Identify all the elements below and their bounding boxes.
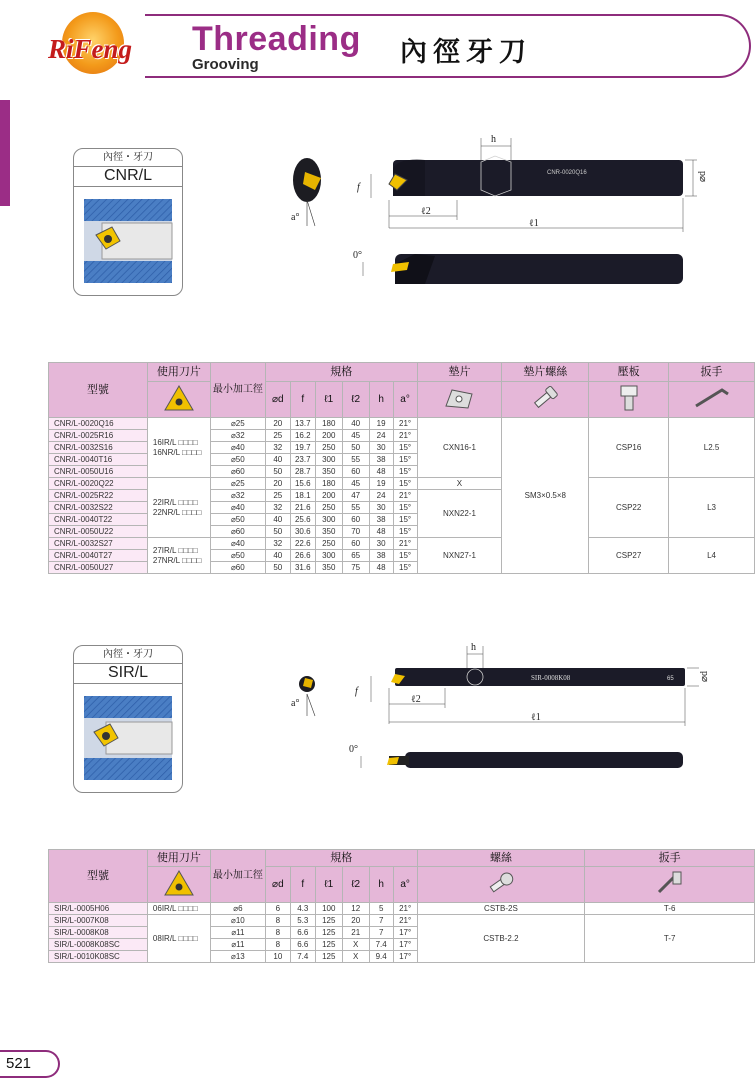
clamp-cell: CSP27 xyxy=(589,538,669,574)
l2-label: ℓ2 xyxy=(421,206,431,217)
min-diameter-cell: ⌀11 xyxy=(210,927,265,939)
torx-key-icon xyxy=(655,870,685,896)
table-row xyxy=(49,478,755,490)
model-cell: CNR/L-0050U16 xyxy=(49,466,148,478)
min-diameter-cell: ⌀10 xyxy=(210,915,265,927)
screw-icon xyxy=(530,385,560,411)
spec-l1-cell: 350 xyxy=(315,562,342,574)
insert-image xyxy=(147,382,210,418)
spec-h-cell: 48 xyxy=(369,562,393,574)
page-subtitle: Grooving xyxy=(192,56,259,73)
model-cell: CNR/L-0025R22 xyxy=(49,490,148,502)
insert-cell: 06IR/L □□□□ xyxy=(147,903,210,915)
spec-a-cell: 15° xyxy=(393,550,417,562)
subheader-f: f xyxy=(290,867,315,903)
spec-a-cell: 21° xyxy=(393,490,417,502)
insert-line: 16IR/L □□□□ xyxy=(152,437,198,447)
min-diameter-cell: ⌀50 xyxy=(210,550,265,562)
spec-l1-cell: 300 xyxy=(315,454,342,466)
spec-l1-cell: 300 xyxy=(315,514,342,526)
model-cell: CNR/L-0050U22 xyxy=(49,526,148,538)
spec-l2-cell: 75 xyxy=(342,562,369,574)
spec-l2-cell: 20 xyxy=(342,915,369,927)
spec-l2-cell: 45 xyxy=(342,430,369,442)
clamp-image xyxy=(589,382,669,418)
angle-a-label: a° xyxy=(291,212,300,223)
header-spec: 規格 xyxy=(265,363,417,382)
model-cell: SIR/L-0008K08SC xyxy=(49,939,148,951)
model-cell: SIR/L-0005H06 xyxy=(49,903,148,915)
spec-l2-cell: 70 xyxy=(342,526,369,538)
insert-line: 27IR/L □□□□ xyxy=(152,545,198,555)
spec-a-cell: 15° xyxy=(393,442,417,454)
screw-cell: CSTB-2.2 xyxy=(417,915,585,963)
page-number: 521 xyxy=(6,1055,32,1072)
screw-image xyxy=(417,867,585,903)
spec-a-cell: 17° xyxy=(393,951,417,963)
spec-d-cell: 50 xyxy=(265,562,290,574)
spec-l1-cell: 180 xyxy=(315,478,342,490)
shim-screw-cell: SM3×0.5×8 xyxy=(502,418,589,574)
shim-cell: CXN16-1 xyxy=(417,418,502,478)
spec-a-cell: 15° xyxy=(393,526,417,538)
header-shim: 墊片 xyxy=(417,363,502,382)
spec-f-cell: 21.6 xyxy=(290,502,315,514)
spec-d-cell: 8 xyxy=(265,939,290,951)
cnr-tool-diagram xyxy=(285,128,715,303)
table-row xyxy=(49,915,755,927)
insert-line: 22IR/L □□□□ xyxy=(152,497,198,507)
spec-l1-cell: 100 xyxy=(315,903,342,915)
spec-f-cell: 25.6 xyxy=(290,514,315,526)
f-label: f xyxy=(357,182,360,193)
wrench-cell: T-7 xyxy=(585,915,755,963)
clamp-cell: CSP16 xyxy=(589,418,669,478)
subheader-f: f xyxy=(290,382,315,418)
spec-l1-cell: 125 xyxy=(315,939,342,951)
sir-label-card xyxy=(73,645,183,793)
min-diameter-cell: ⌀50 xyxy=(210,454,265,466)
header-shim-screw: 墊片螺絲 xyxy=(502,363,589,382)
sir-spec-table xyxy=(48,849,755,963)
spec-h-cell: 48 xyxy=(369,526,393,538)
min-diameter-cell: ⌀25 xyxy=(210,418,265,430)
model-cell: CNR/L-0020Q22 xyxy=(49,478,148,490)
spec-h-cell: 7 xyxy=(369,927,393,939)
spec-d-cell: 25 xyxy=(265,430,290,442)
model-cell: CNR/L-0020Q16 xyxy=(49,418,148,430)
spec-h-cell: 30 xyxy=(369,538,393,550)
shim-cell: NXN27-1 xyxy=(417,538,502,574)
spec-d-cell: 50 xyxy=(265,466,290,478)
spec-f-cell: 31.6 xyxy=(290,562,315,574)
model-cell: CNR/L-0040T16 xyxy=(49,454,148,466)
min-diameter-cell: ⌀50 xyxy=(210,514,265,526)
card-code: SIR/L xyxy=(74,663,182,684)
f-label: f xyxy=(355,686,358,697)
min-diameter-cell: ⌀60 xyxy=(210,466,265,478)
spec-l1-cell: 200 xyxy=(315,490,342,502)
spec-h-cell: 30 xyxy=(369,502,393,514)
spec-h-cell: 38 xyxy=(369,454,393,466)
model-cell: CNR/L-0032S22 xyxy=(49,502,148,514)
spec-h-cell: 48 xyxy=(369,466,393,478)
spec-a-cell: 15° xyxy=(393,454,417,466)
model-cell: CNR/L-0032S27 xyxy=(49,538,148,550)
triangle-insert-icon xyxy=(162,868,196,898)
spec-l2-cell: 21 xyxy=(342,927,369,939)
page-title-zh: 內徑牙刀 xyxy=(400,37,532,67)
min-diameter-cell: ⌀40 xyxy=(210,442,265,454)
spec-l1-cell: 200 xyxy=(315,430,342,442)
spec-a-cell: 21° xyxy=(393,903,417,915)
d-label: ⌀d xyxy=(697,170,708,182)
spec-a-cell: 15° xyxy=(393,466,417,478)
spec-f-cell: 16.2 xyxy=(290,430,315,442)
spec-f-cell: 7.4 xyxy=(290,951,315,963)
spec-d-cell: 20 xyxy=(265,418,290,430)
spec-h-cell: 19 xyxy=(369,478,393,490)
shim-image xyxy=(417,382,502,418)
spec-f-cell: 6.6 xyxy=(290,939,315,951)
wrench-image xyxy=(669,382,755,418)
insert-cell xyxy=(147,418,210,478)
spec-l1-cell: 350 xyxy=(315,526,342,538)
card-code: CNR/L xyxy=(74,166,182,187)
spec-d-cell: 6 xyxy=(265,903,290,915)
wrench-image xyxy=(585,867,755,903)
card-title: 內徑・牙刀 xyxy=(74,646,182,664)
spec-f-cell: 4.3 xyxy=(290,903,315,915)
spec-l1-cell: 250 xyxy=(315,442,342,454)
spec-l2-cell: 45 xyxy=(342,478,369,490)
wrench-cell: L2.5 xyxy=(669,418,755,478)
cnr-label-card xyxy=(73,148,183,296)
model-cell: CNR/L-0040T22 xyxy=(49,514,148,526)
spec-l2-cell: 47 xyxy=(342,490,369,502)
triangle-insert-icon xyxy=(162,383,196,413)
hex-key-icon xyxy=(692,386,732,410)
spec-a-cell: 21° xyxy=(393,418,417,430)
spec-d-cell: 50 xyxy=(265,526,290,538)
spec-d-cell: 25 xyxy=(265,490,290,502)
model-cell: CNR/L-0050U27 xyxy=(49,562,148,574)
page-title: Threading xyxy=(192,20,361,58)
spec-f-cell: 30.6 xyxy=(290,526,315,538)
min-diameter-cell: ⌀32 xyxy=(210,490,265,502)
min-diameter-cell: ⌀11 xyxy=(210,939,265,951)
spec-l1-cell: 350 xyxy=(315,466,342,478)
subheader-h: h xyxy=(369,867,393,903)
spec-l2-cell: 60 xyxy=(342,538,369,550)
clamp-icon xyxy=(617,384,641,412)
spec-l1-cell: 125 xyxy=(315,951,342,963)
subheader-l1: ℓ1 xyxy=(315,867,342,903)
header-min-diameter: 最小加工徑 xyxy=(210,850,265,903)
spec-f-cell: 6.6 xyxy=(290,927,315,939)
spec-f-cell: 28.7 xyxy=(290,466,315,478)
header-screw: 螺絲 xyxy=(417,850,585,867)
spec-l1-cell: 180 xyxy=(315,418,342,430)
bar-engraving: CNR-0020Q16 xyxy=(547,170,587,176)
spec-f-cell: 13.7 xyxy=(290,418,315,430)
shim-icon xyxy=(442,386,476,410)
insert-line: 22NR/L □□□□ xyxy=(152,507,202,517)
model-cell: SIR/L-0007K08 xyxy=(49,915,148,927)
l1-label: ℓ1 xyxy=(531,712,541,723)
bore-illustration-icon xyxy=(82,692,174,784)
model-cell: CNR/L-0025R16 xyxy=(49,430,148,442)
spec-d-cell: 32 xyxy=(265,442,290,454)
header-model: 型號 xyxy=(49,850,148,903)
spec-d-cell: 40 xyxy=(265,550,290,562)
l2-label: ℓ2 xyxy=(411,694,421,705)
spec-f-cell: 19.7 xyxy=(290,442,315,454)
spec-l2-cell: 65 xyxy=(342,550,369,562)
subheader-l2: ℓ2 xyxy=(342,867,369,903)
min-diameter-cell: ⌀13 xyxy=(210,951,265,963)
bar-number: 65 xyxy=(667,676,674,682)
spec-h-cell: 19 xyxy=(369,418,393,430)
insert-line: 27NR/L □□□□ xyxy=(152,555,202,565)
spec-f-cell: 23.7 xyxy=(290,454,315,466)
min-diameter-cell: ⌀40 xyxy=(210,502,265,514)
insert-cell xyxy=(147,538,210,574)
header-wrench: 扳手 xyxy=(669,363,755,382)
shim-cell: NXN22-1 xyxy=(417,490,502,538)
table-row xyxy=(49,538,755,550)
sir-tool-diagram xyxy=(285,640,715,780)
side-accent-bar xyxy=(0,100,10,206)
spec-l2-cell: X xyxy=(342,951,369,963)
logo: RiFeng xyxy=(48,34,133,64)
subheader-d: ⌀d xyxy=(265,867,290,903)
model-cell: SIR/L-0010K08SC xyxy=(49,951,148,963)
spec-a-cell: 15° xyxy=(393,478,417,490)
subheader-l1: ℓ1 xyxy=(315,382,342,418)
spec-l2-cell: 55 xyxy=(342,502,369,514)
insert-image xyxy=(147,867,210,903)
spec-a-cell: 21° xyxy=(393,538,417,550)
spec-a-cell: 17° xyxy=(393,939,417,951)
spec-f-cell: 26.6 xyxy=(290,550,315,562)
insert-line: 16NR/L □□□□ xyxy=(152,447,202,457)
subheader-a: a° xyxy=(393,867,417,903)
header-spec: 規格 xyxy=(265,850,417,867)
spec-f-cell: 22.6 xyxy=(290,538,315,550)
min-diameter-cell: ⌀40 xyxy=(210,538,265,550)
zero-angle-label: 0° xyxy=(349,744,358,755)
spec-d-cell: 40 xyxy=(265,514,290,526)
header-clamp: 壓板 xyxy=(589,363,669,382)
subheader-d: ⌀d xyxy=(265,382,290,418)
header-min-diameter: 最小加工徑 xyxy=(210,363,265,418)
bore-illustration-icon xyxy=(82,195,174,287)
screw-cell: CSTB-2S xyxy=(417,903,585,915)
spec-d-cell: 8 xyxy=(265,927,290,939)
spec-h-cell: 38 xyxy=(369,514,393,526)
model-cell: CNR/L-0040T27 xyxy=(49,550,148,562)
model-cell: SIR/L-0008K08 xyxy=(49,927,148,939)
spec-l2-cell: 50 xyxy=(342,442,369,454)
spec-d-cell: 10 xyxy=(265,951,290,963)
spec-l2-cell: 40 xyxy=(342,418,369,430)
spec-h-cell: 7 xyxy=(369,915,393,927)
spec-a-cell: 15° xyxy=(393,562,417,574)
subheader-a: a° xyxy=(393,382,417,418)
shim-screw-image xyxy=(502,382,589,418)
header-insert: 使用刀片 xyxy=(147,363,210,382)
spec-a-cell: 15° xyxy=(393,514,417,526)
spec-a-cell: 17° xyxy=(393,927,417,939)
spec-l2-cell: 55 xyxy=(342,454,369,466)
l1-label: ℓ1 xyxy=(529,218,539,229)
table-row xyxy=(49,903,755,915)
wrench-cell: L3 xyxy=(669,478,755,538)
header-wrench: 扳手 xyxy=(585,850,755,867)
spec-f-cell: 5.3 xyxy=(290,915,315,927)
spec-d-cell: 20 xyxy=(265,478,290,490)
spec-h-cell: 24 xyxy=(369,490,393,502)
spec-h-cell: 30 xyxy=(369,442,393,454)
spec-h-cell: 7.4 xyxy=(369,939,393,951)
spec-h-cell: 5 xyxy=(369,903,393,915)
spec-l2-cell: 12 xyxy=(342,903,369,915)
header-model: 型號 xyxy=(49,363,148,418)
spec-a-cell: 21° xyxy=(393,915,417,927)
spec-l1-cell: 250 xyxy=(315,502,342,514)
model-cell: CNR/L-0032S16 xyxy=(49,442,148,454)
spec-l2-cell: 60 xyxy=(342,466,369,478)
clamp-cell: CSP22 xyxy=(589,478,669,538)
subheader-l2: ℓ2 xyxy=(342,382,369,418)
wrench-cell: L4 xyxy=(669,538,755,574)
spec-l2-cell: 60 xyxy=(342,514,369,526)
torx-screw-icon xyxy=(486,870,516,896)
d-label: ⌀d xyxy=(699,670,710,682)
min-diameter-cell: ⌀25 xyxy=(210,478,265,490)
spec-h-cell: 24 xyxy=(369,430,393,442)
card-title: 內徑・牙刀 xyxy=(74,149,182,167)
spec-f-cell: 18.1 xyxy=(290,490,315,502)
spec-d-cell: 32 xyxy=(265,502,290,514)
insert-cell: 08IR/L □□□□ xyxy=(147,915,210,963)
spec-a-cell: 15° xyxy=(393,502,417,514)
spec-a-cell: 21° xyxy=(393,430,417,442)
spec-h-cell: 9.4 xyxy=(369,951,393,963)
h-label: h xyxy=(471,642,476,653)
h-label: h xyxy=(491,134,496,145)
min-diameter-cell: ⌀32 xyxy=(210,430,265,442)
spec-l1-cell: 300 xyxy=(315,550,342,562)
angle-a-label: a° xyxy=(291,698,300,709)
min-diameter-cell: ⌀6 xyxy=(210,903,265,915)
insert-cell xyxy=(147,478,210,538)
spec-l2-cell: X xyxy=(342,939,369,951)
cnr-spec-table xyxy=(48,362,755,574)
min-diameter-cell: ⌀60 xyxy=(210,526,265,538)
spec-l1-cell: 125 xyxy=(315,927,342,939)
spec-d-cell: 40 xyxy=(265,454,290,466)
spec-f-cell: 15.6 xyxy=(290,478,315,490)
spec-d-cell: 8 xyxy=(265,915,290,927)
bar-engraving: SIR-0008K08 xyxy=(531,674,571,682)
spec-h-cell: 38 xyxy=(369,550,393,562)
min-diameter-cell: ⌀60 xyxy=(210,562,265,574)
shim-cell: X xyxy=(417,478,502,490)
spec-d-cell: 32 xyxy=(265,538,290,550)
spec-l1-cell: 125 xyxy=(315,915,342,927)
wrench-cell: T-6 xyxy=(585,903,755,915)
zero-angle-label: 0° xyxy=(353,250,362,261)
spec-l1-cell: 250 xyxy=(315,538,342,550)
subheader-h: h xyxy=(369,382,393,418)
header-insert: 使用刀片 xyxy=(147,850,210,867)
table-row xyxy=(49,418,755,430)
